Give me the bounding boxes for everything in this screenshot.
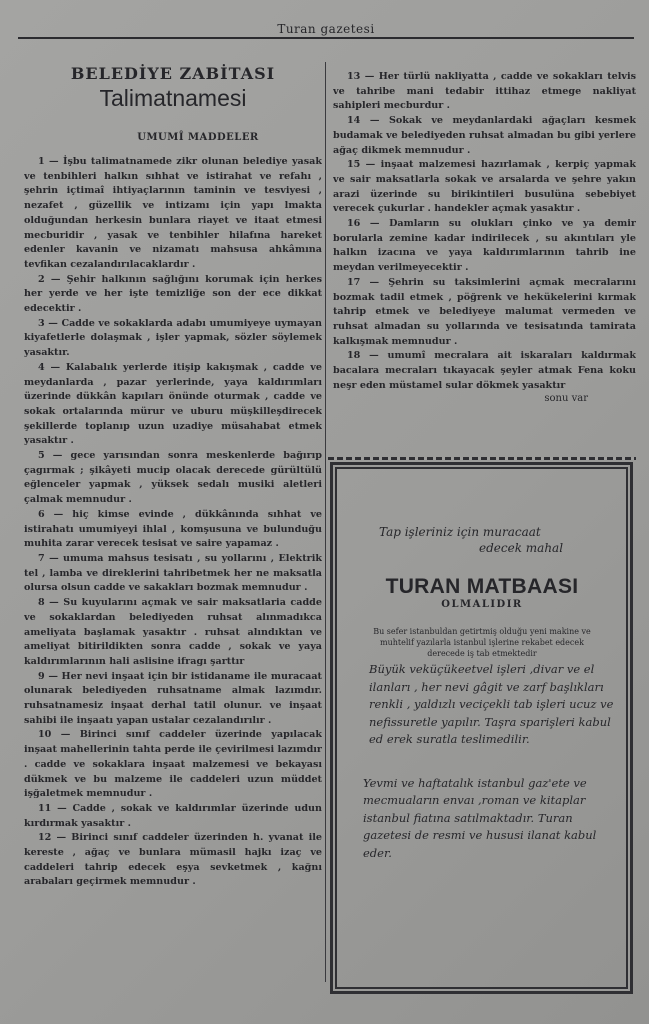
masthead-rule <box>18 37 634 39</box>
article-paragraph: 7 — umuma mahsus tesisatı , su yollarını , Elektrik tel , lamba ve direklerini tahribetmek her ne maksatla olursa olsun cadde ve sakakları bozmak memnudur . <box>24 552 322 594</box>
article-paragraph: 13 — Her türlü nakliyatta , cadde ve sokakları telvis ve tahribe mani tedabir ittihaz etmege nakliyat sahipleri mecburdur . <box>333 71 636 112</box>
article-paragraph: 15 — inşaat malzemesi hazırlamak , kerpiç yapmak ve sair maksatlarla sokak ve arsalarda ve şehre yakın arazi üzerinde su birikintileri busulüna sebebiyet verecek çukurlar . handekler açmak yasaktır . <box>333 159 636 215</box>
column-divider <box>325 62 326 982</box>
masthead: Turan gazetesi <box>277 22 375 36</box>
article-title-main: Talimatnamesi <box>99 85 247 111</box>
article-paragraph: 10 — Birinci sınıf caddeler üzerinde yapılacak inşaat mahellerinin tahta perde ile çevirilmesi lazımdır . cadde ve sokaklara inşaat malzemesi ve bekayası dükmek ve bu malzeme ile caddeleri uzun müddet işğaletmek memnudur . <box>24 729 322 800</box>
article-paragraph: 16 — Damların su olukları çinko ve ya demir borularla zemine kadar indirilecek , su akıntıları yle halkın izacına ve yaya kaldırımlarının tahrib ine meydan verilmeyecektir . <box>333 218 636 274</box>
article-paragraph: 17 — Şehrin su taksimlerini açmak mecralarını bozmak tadil etmek , pöğrenk ve hekükelerini kırmak tahrip etmek ve belediyeye malumat vermeden ve ruhsat almadan su yollarında ve tesisatında tamirata kalkışmak memnudur . <box>333 276 636 347</box>
article-paragraph: 11 — Cadde , sokak ve kaldırımlar üzerinde udun kırdırmak yasaktır . <box>24 802 322 829</box>
article-paragraph: 3 — Cadde ve sokaklarda adabı umumiyeye uymayan kiyafetlerle dolaşmak , işler yapmak, sözler söylemek yasaktır. <box>24 317 322 359</box>
advert-intro-line: edecek mahal <box>479 541 564 555</box>
advert-intro-line: Tap işleriniz için muracaat <box>379 525 541 539</box>
advert-subtitle: OLMALIDIR <box>441 599 523 610</box>
article-paragraph: 18 — umumî mecralara ait iskaraları kaldırmak bacalara mecraları tıkayacak şeyler atmak Fena koku neşr eden müstamel sular dökmek yasaktır <box>333 350 636 391</box>
advert-decorative-border <box>328 457 636 460</box>
advert-body-text: Büyük veküçükeetvel işleri ,divar ve el ilanları , her nevi gâgit ve zarf başlıkları renkli , yaldızlı veciçekli tab işleri ucuz ve nefissuretle yapılır. Taşra sparişleri kabul ed erek suratla teslimedilir. <box>369 662 614 746</box>
article-title-top: BELEDİYE ZABİTASI <box>70 64 276 83</box>
advert-content <box>349 525 615 862</box>
advert-footer-text: Yevmi ve haftatalık istanbul gaz'ete ve mecmuaların envaı ,roman ve kitaplar istanbul fiatına satılmaktadır. Turan gazetesi de resmi ve hususi ilanat kabul eder. <box>363 775 597 860</box>
section-heading: UMUMÎ MADDELER <box>137 132 259 143</box>
article-left-column <box>24 64 322 994</box>
continued-note: sonu var <box>544 393 588 405</box>
article-paragraph: 1 — İşbu talimatnamede zikr olunan belediye yasak ve tenbihleri halkın sıhhat ve istirahat ve refahı , şehrin içtimaî ihtiyaçlarının taminin ve tesviyesi , nezafet , güzellik ve intizamı için yapı lmakta olduğundan herkesin bunlara riayet ve itaat etmesi mecburidir , yasak ve tenbihler hilafına hareket edenler kavanin ve nizamatı mahsusa ahkâmına tevfikan cezalandırılacaklardır . <box>24 156 322 270</box>
article-paragraph: 4 — Kalabalık yerlerde itişip kakışmak , cadde ve meydanlarda , pazar yerlerinde, yaya kaldırımları üzerinde dükkân kapıları önünde oturmak , cadde ve sokak ortalarında mürur ve uburu müşkilleşdirecek şekillerde toplanıp uzun uzadiye müsahabat etmek yasaktır . <box>24 361 322 447</box>
article-right-column <box>333 70 636 450</box>
advert-box <box>330 462 633 994</box>
article-paragraph: 9 — Her nevi inşaat için bir istidaname ile muracaat olunarak belediyeden ruhsatname almak lazımdır. ruhsatnamesiz inşaat derhal tatil olunur. ve inşaat sahibi ile inşaatı yapan ustalar cezalandırılır . <box>24 670 322 726</box>
article-paragraph: 12 — Birinci sınıf caddeler üzerinden h. yvanat ile kereste , ağaç ve bunlara mümasil hajkı izaç ve caddeleri tahrip edecek eşya sevketmek , kağnı arabaları geçirmek memnudur . <box>24 832 322 888</box>
advert-small-print: Bu sefer istanbuldan getirtmiş olduğu yeni makine ve muhtelif yazılarla istanbul işlerine rekabet edecek derecede iş tab etmektedir <box>373 627 591 658</box>
article-paragraph: 2 — Şehir halkının sağlığını korumak için herkes her yerde ve her işte temizliğe son der ece dikkat edecektir . <box>24 273 322 315</box>
article-paragraph: 8 — Su kuyularını açmak ve sair maksatlaria cadde ve sokaklardan belediyeden ruhsat alınmadıkca ameliyata başlamak yasaktır . ruhsat alındıktan ve ameliyat bitirildikten sonra cadde , sokak ve yaya kaldırımlarının hali aslisine ifragı şarttır <box>24 597 322 667</box>
article-paragraph: 5 — gece yarısından sonra meskenlerde bağırıp çagırmak ; şikâyeti mucip olacak derecede gürültülü eğlenceler yapmak , yüksek sedalı musiki aletleri çalmak memnudur . <box>24 450 322 506</box>
advert-business-name: TURAN MATBAASI <box>385 575 579 598</box>
article-paragraph: 14 — Sokak ve meydanlardaki ağaçları kesmek budamak ve belediyeden ruhsat almadan bu gibi yerlere ağaç dikmek memnudur . <box>333 115 636 156</box>
article-paragraph: 6 — hiç kimse evinde , dükkânında sıhhat ve istirahatı umumiyeyi ihlal , komşusuna ve bulunduğu muhita zarar verecek tesisat ve saire yapamaz . <box>24 508 322 550</box>
